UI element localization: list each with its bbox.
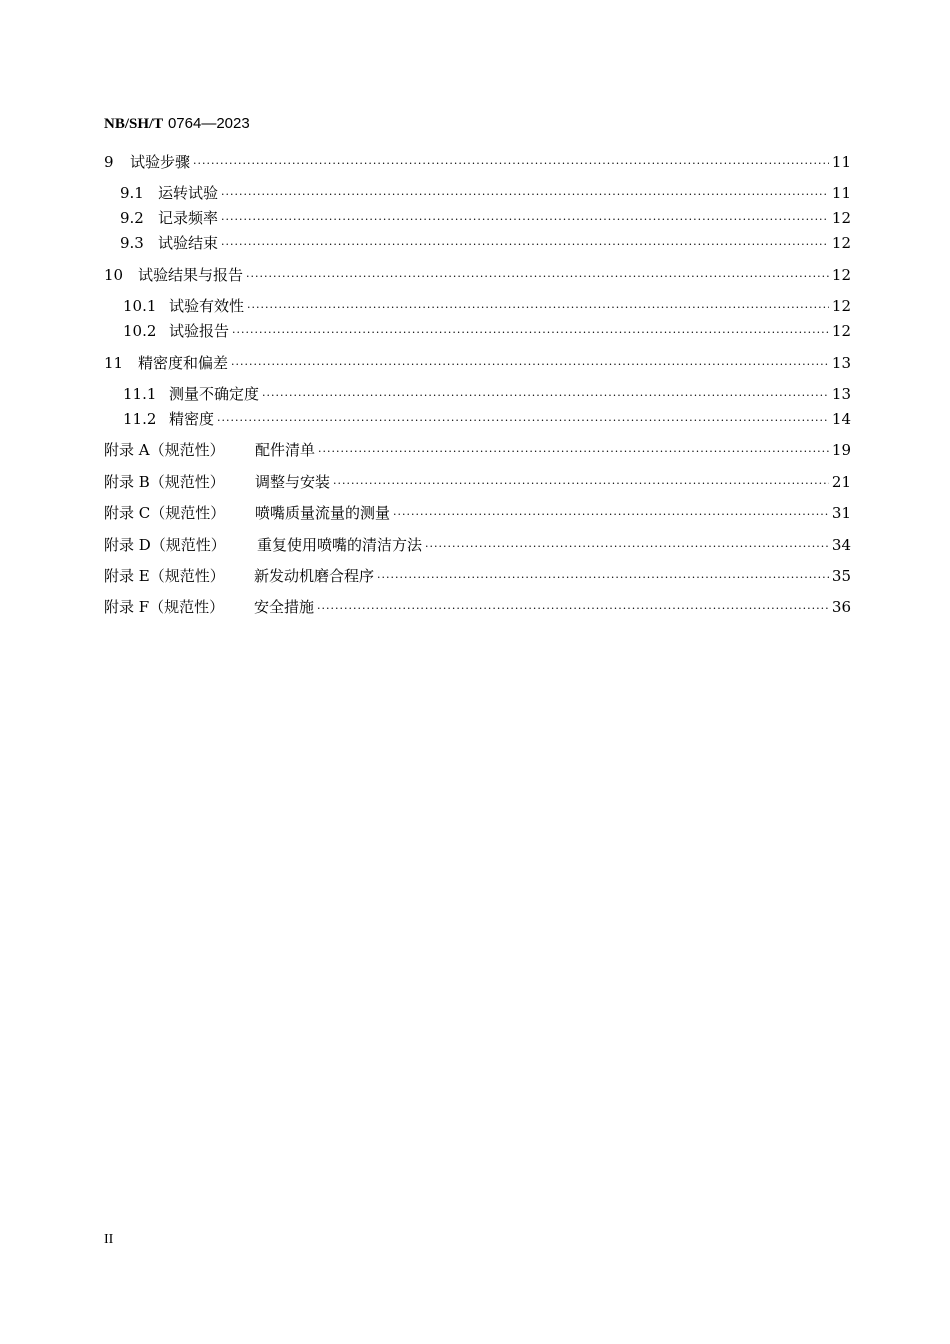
- toc-entry-number: 附录 C（规范性）: [104, 504, 226, 522]
- toc-entry-number: 11.1: [123, 385, 157, 403]
- toc-entry-title: 记录频率: [158, 209, 219, 227]
- toc-entry-title: 试验报告: [169, 322, 230, 340]
- toc-entry-number: 10.1: [123, 297, 157, 315]
- toc-entry-number: 11: [104, 354, 124, 372]
- toc-entry[interactable]: [104, 535, 851, 557]
- toc-entry-title: 试验步骤: [130, 153, 191, 171]
- toc-entry[interactable]: [123, 409, 851, 431]
- toc-entry-title: 测量不确定度: [169, 385, 260, 403]
- toc-leader-dots: [425, 537, 829, 557]
- toc-entry-title: 运转试验: [158, 184, 219, 202]
- toc-entry-page: 36: [831, 598, 851, 616]
- toc-entry-title: 调整与安装: [255, 473, 331, 491]
- standard-number: 0764—2023: [167, 115, 250, 132]
- toc-entry-page: 35: [831, 567, 851, 585]
- toc-entry-page: 31: [831, 504, 851, 522]
- toc-leader-dots: [193, 154, 829, 174]
- toc-entry[interactable]: [104, 503, 851, 525]
- toc-entry-number: 10: [104, 266, 124, 284]
- toc-entry-title: 精密度和偏差: [138, 354, 229, 372]
- toc-entry[interactable]: [104, 353, 851, 375]
- toc-leader-dots: [221, 185, 829, 205]
- toc-entry-title: 精密度: [169, 410, 215, 428]
- toc-leader-dots: [262, 386, 829, 406]
- toc-leader-dots: [377, 568, 829, 588]
- toc-entry-number: 附录 E（规范性）: [104, 567, 225, 585]
- toc-entry-title: 安全措施: [254, 598, 315, 616]
- page-number-footer: II: [104, 1232, 114, 1247]
- toc-leader-dots: [221, 235, 829, 255]
- toc-entry[interactable]: [104, 265, 851, 287]
- toc-entry-page: 14: [831, 410, 851, 428]
- toc-entry-page: 11: [831, 184, 851, 202]
- toc-entry-page: 13: [831, 354, 851, 372]
- toc-entry-number: 9.1: [120, 184, 144, 202]
- toc-entry-page: 21: [831, 473, 851, 491]
- toc-leader-dots: [333, 474, 829, 494]
- toc-entry-page: 12: [831, 322, 851, 340]
- toc-entry-page: 19: [831, 441, 851, 459]
- toc-leader-dots: [247, 298, 829, 318]
- toc-entry[interactable]: [120, 233, 851, 255]
- toc-entry-number: 附录 A（规范性）: [104, 441, 225, 459]
- toc-entry-page: 12: [831, 234, 851, 252]
- toc-entry[interactable]: [120, 208, 851, 230]
- toc-entry-title: 试验有效性: [169, 297, 245, 315]
- standard-code: NB/SH/T: [104, 116, 164, 132]
- toc-leader-dots: [246, 267, 829, 287]
- toc-entry-number: 附录 D（规范性）: [104, 536, 226, 554]
- toc-entry-page: 11: [831, 153, 851, 171]
- toc-entry[interactable]: [104, 440, 851, 462]
- toc-entry-page: 12: [831, 297, 851, 315]
- toc-entry[interactable]: [120, 183, 851, 205]
- toc-entry-number: 10.2: [123, 322, 157, 340]
- toc-leader-dots: [393, 505, 829, 525]
- toc-entry[interactable]: [104, 597, 851, 619]
- toc-entry-number: 9: [104, 153, 114, 171]
- toc-entry[interactable]: [123, 296, 851, 318]
- toc-entry-number: 9.2: [120, 209, 144, 227]
- toc-entry[interactable]: [123, 384, 851, 406]
- toc-entry-page: 12: [831, 266, 851, 284]
- toc-leader-dots: [217, 411, 829, 431]
- toc-leader-dots: [232, 323, 829, 343]
- toc-leader-dots: [221, 210, 829, 230]
- toc-entry[interactable]: [104, 566, 851, 588]
- toc-entry-page: 13: [831, 385, 851, 403]
- toc-entry-number: 附录 B（规范性）: [104, 473, 225, 491]
- toc-entry-page: 12: [831, 209, 851, 227]
- toc-entry-number: 9.3: [120, 234, 144, 252]
- toc-entry-title: 新发动机磨合程序: [254, 567, 375, 585]
- toc-leader-dots: [231, 355, 829, 375]
- toc-entry-title: 试验结束: [158, 234, 219, 252]
- toc-entry-title: 试验结果与报告: [138, 266, 244, 284]
- toc-leader-dots: [318, 442, 829, 462]
- toc-entry-page: 34: [831, 536, 851, 554]
- toc-entry[interactable]: [104, 472, 851, 494]
- toc-leader-dots: [317, 599, 829, 619]
- toc-entry-number: 附录 F（规范性）: [104, 598, 225, 616]
- toc-entry[interactable]: [123, 321, 851, 343]
- toc-entry-number: 11.2: [123, 410, 157, 428]
- toc-entry-title: 重复使用喷嘴的清洁方法: [257, 536, 423, 554]
- document-header: [104, 114, 250, 133]
- toc-entry[interactable]: [104, 152, 851, 174]
- toc-entry-title: 喷嘴质量流量的测量: [255, 504, 391, 522]
- toc-entry-title: 配件清单: [255, 441, 316, 459]
